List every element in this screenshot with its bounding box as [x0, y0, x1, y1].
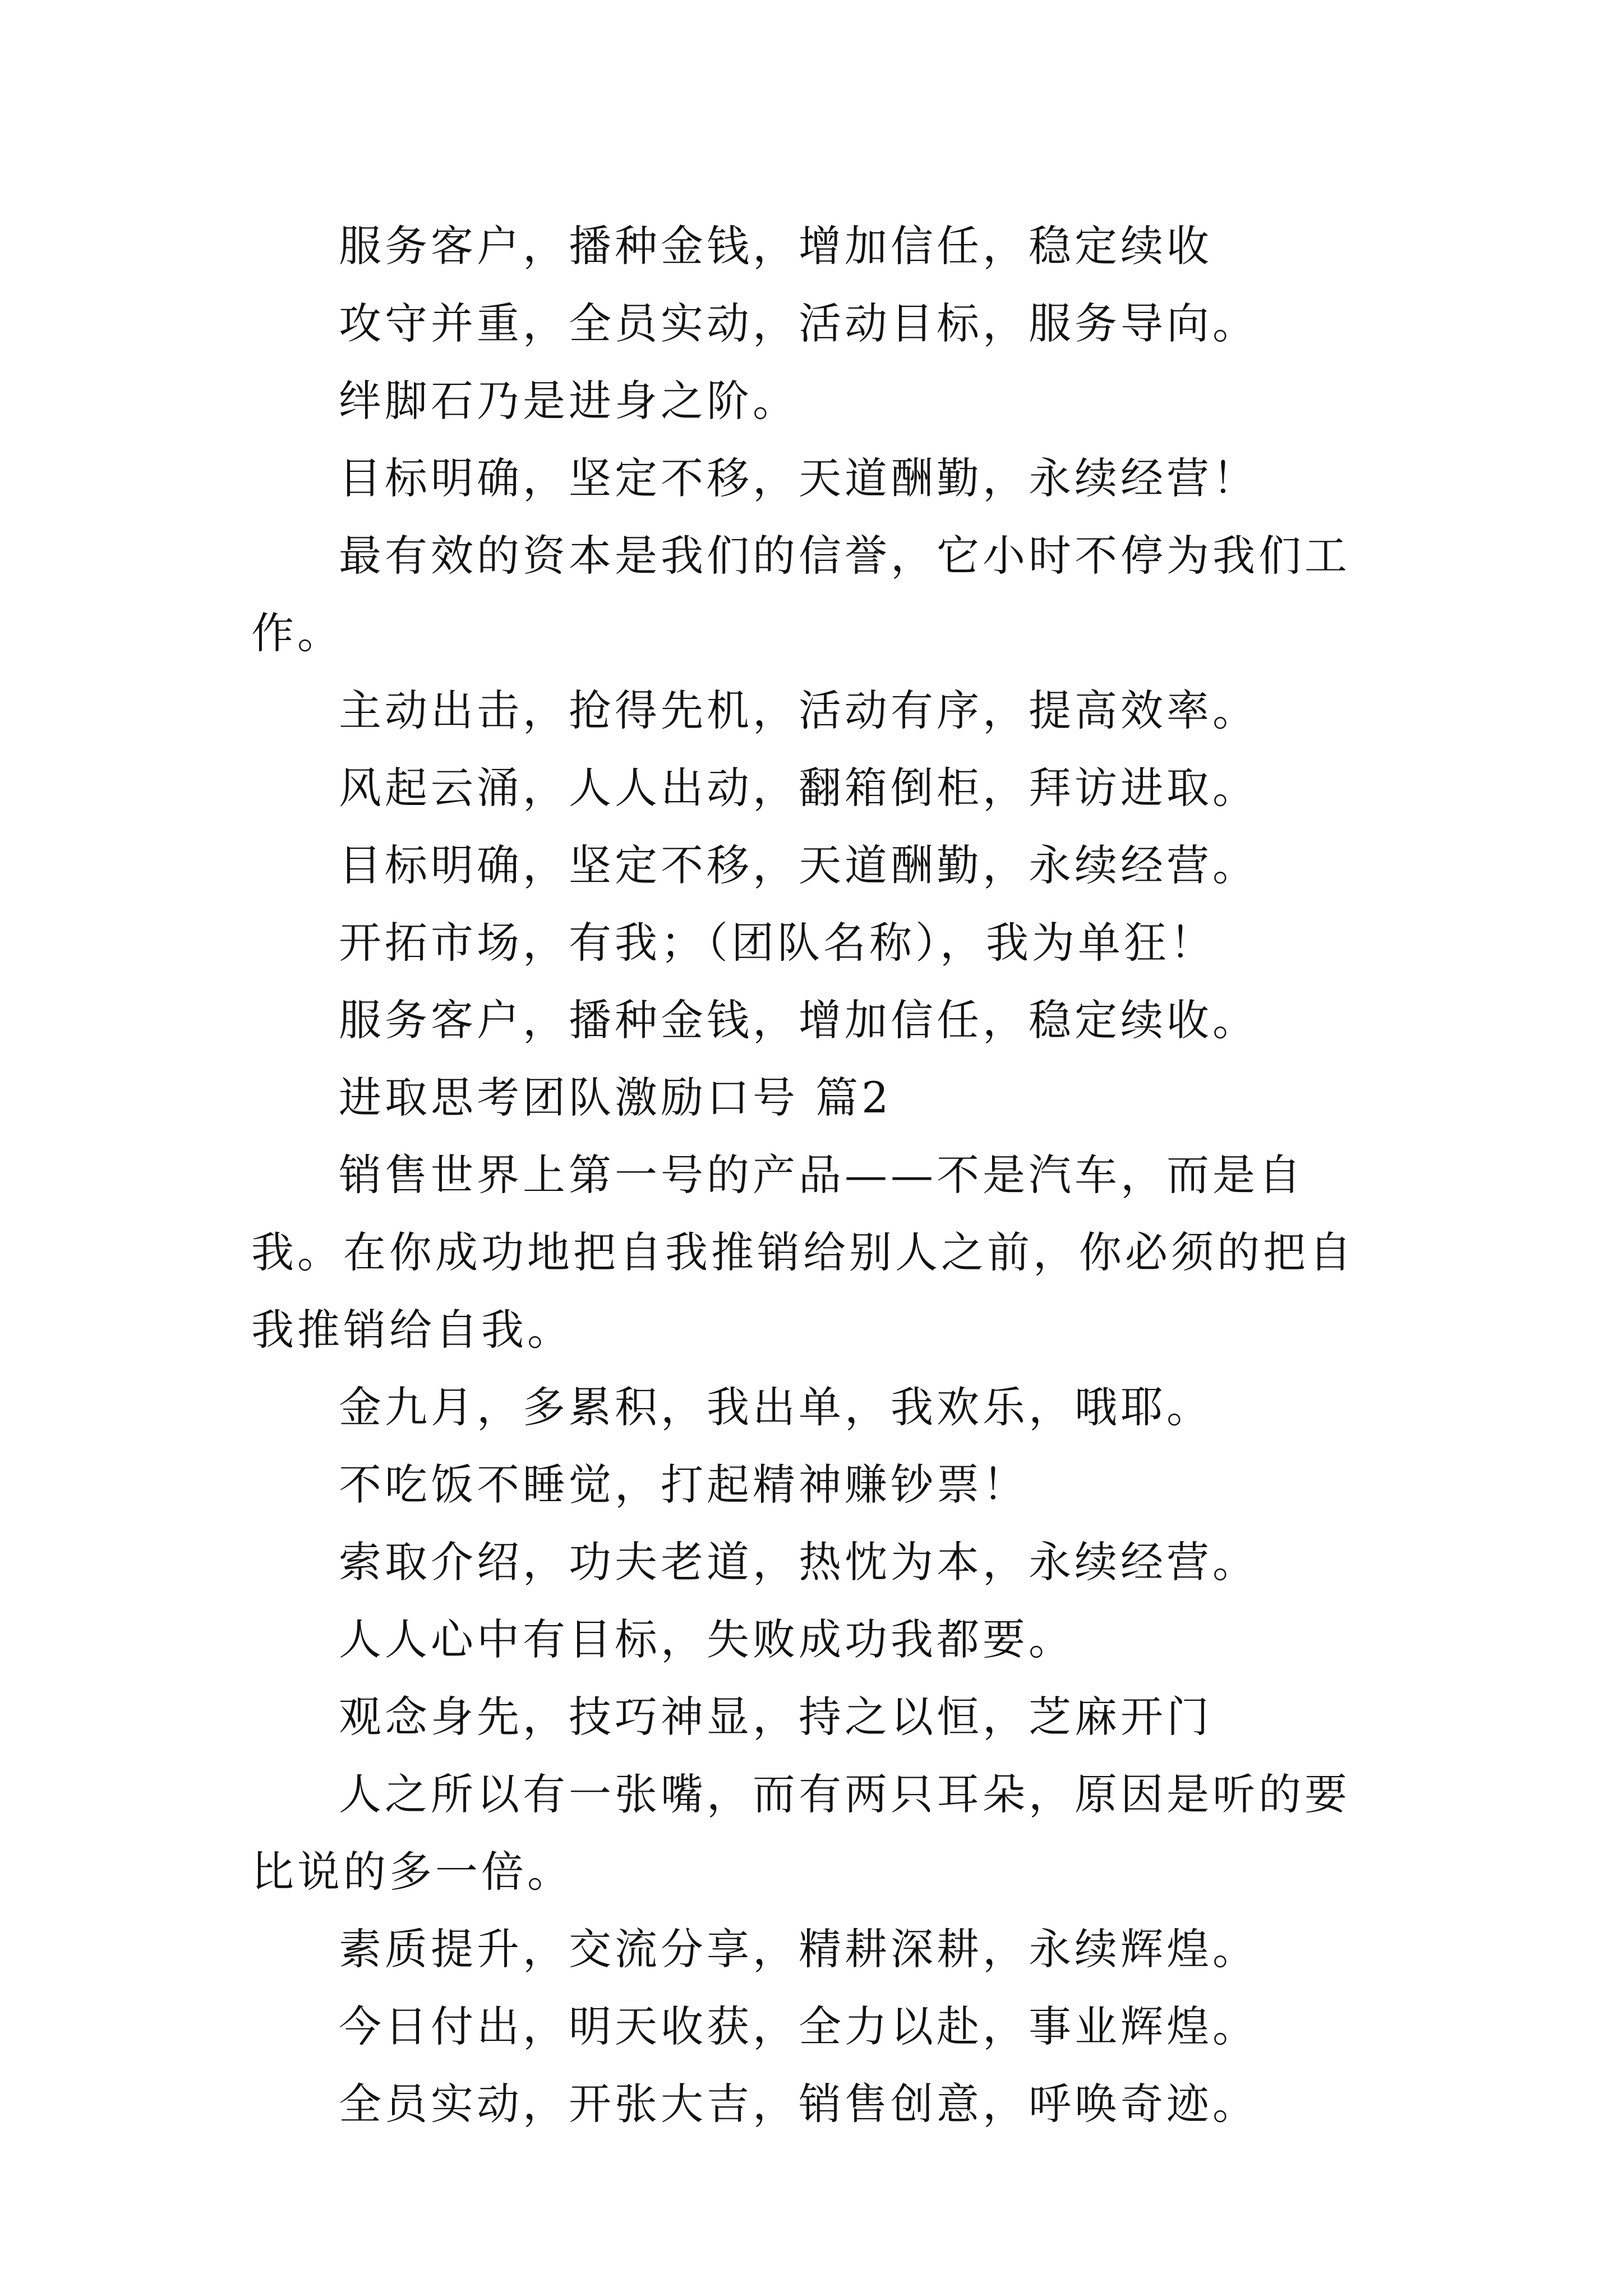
- section-heading: 进取思考团队激励口号 篇2: [339, 1073, 892, 1122]
- paragraph: 全员实动，开张大吉，销售创意，呼唤奇迹。: [339, 2079, 1258, 2129]
- paragraph: 素质提升，交流分享，精耕深耕，永续辉煌。: [339, 1924, 1258, 1974]
- paragraph: 目标明确，坚定不移，天道酬勤，永续经营！: [339, 453, 1258, 503]
- paragraph: 人之所以有一张嘴，而有两只耳朵，原因是听的要比说的多一倍。: [251, 1769, 1350, 1897]
- document-body: [251, 208, 1390, 2143]
- paragraph: 观念身先，技巧神显，持之以恒，芝麻开门: [339, 1692, 1212, 1742]
- paragraph: 服务客户，播种金钱，增加信任，稳定续收: [339, 221, 1212, 271]
- paragraph: 绊脚石乃是进身之阶。: [339, 376, 799, 426]
- paragraph: 人人心中有目标，失败成功我都要。: [339, 1614, 1075, 1664]
- paragraph: 最有效的资本是我们的信誉，它小时不停为我们工作。: [251, 531, 1350, 658]
- paragraph: 攻守并重，全员实动，活动目标，服务导向。: [339, 298, 1258, 348]
- paragraph: 开拓市场，有我；（团队名称），我为单狂！: [339, 918, 1216, 968]
- paragraph: 风起云涌，人人出动，翻箱倒柜，拜访进取。: [339, 763, 1258, 813]
- paragraph: 服务客户，播种金钱，增加信任，稳定续收。: [339, 995, 1258, 1045]
- paragraph: 目标明确，坚定不移，天道酬勤，永续经营。: [339, 840, 1258, 890]
- paragraph: 不吃饭不睡觉，打起精神赚钞票！: [339, 1460, 1029, 1510]
- paragraph: 主动出击，抢得先机，活动有序，提高效率。: [339, 685, 1258, 735]
- paragraph: 金九月，多累积，我出单，我欢乐，哦耶。: [339, 1382, 1212, 1432]
- paragraph: 索取介绍，功夫老道，热忱为本，永续经营。: [339, 1537, 1258, 1587]
- paragraph: 销售世界上第一号的产品——不是汽车，而是自我。在你成功地把自我推销给别人之前，你必须的把自我推销给自我。: [251, 1150, 1355, 1355]
- paragraph: 今日付出，明天收获，全力以赴，事业辉煌。: [339, 2001, 1258, 2051]
